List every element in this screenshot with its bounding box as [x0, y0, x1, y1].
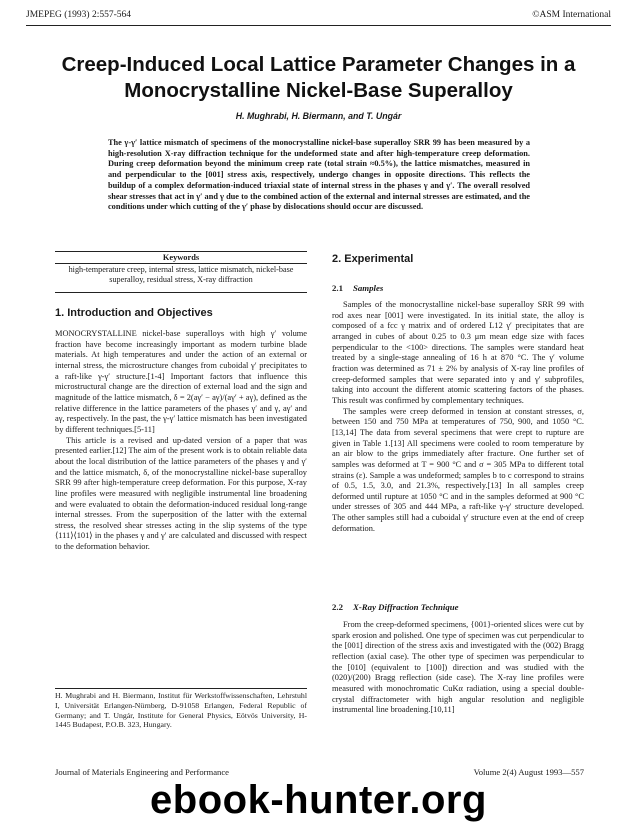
watermark-text: ebook-hunter.org: [150, 778, 487, 822]
paragraph: From the creep-deformed specimens, {001}-oriented slices were cut by spark erosion and polished. One type of specimen was cut perpendicular to the [001] direction of the stress axis and investigated with the (002) Bragg reflection (axial case). The other type of specimen was perpendicular to the [010] (equivalent to [100]) direction and was studied with the (020)/(200) Bragg reflection (side case). The X-ray line profiles were measured with monochromatic CuKα radiation, using a special double-crystal diffractometer with high angular resolution and negligible instrumental line broadening.[10,11]: [332, 620, 584, 715]
section-1-body: [55, 329, 307, 553]
abstract: The γ-γ′ lattice mismatch of specimens of the monocrystalline nickel-base superalloy SRR 99 has been measured by a high-resolution X-ray diffraction technique for the undeformed state and after high-temperature creep deformation. During creep deformation beyond the minimum creep rate (total strain ≈0.5%), the lattice mismatches, measured in and perpendicular to the [001] stress axis, respectively, undergo changes in opposite directions. This reflects the buildup of a complex deformation-induced triaxial state of internal stress in the phases γ and γ′. The overall resolved shear stresses that act in γ′ and γ due to the combined action of the external and internal stresses are estimated, and the conditions under which cutting of the γ′ phase by dislocations should occur are discussed.: [108, 138, 530, 212]
author-affiliation-footnote: H. Mughrabi and H. Biermann, Institut für Werkstoffwissenschaften, Lehrstuhl I, Universität Erlangen-Nürnberg, D-91058 Erlangen, Federal Republic of Germany; and T. Ungár, Institute for General Physics, Eötvös University, H-1445 Budapest, P.O.B. 323, Hungary.: [55, 691, 307, 730]
keywords-list: high-temperature creep, internal stress, lattice mismatch, nickel-base superalloy, residual stress, X-ray diffraction: [68, 265, 294, 285]
article-title: Creep-Induced Local Lattice Parameter Changes in a Monocrystalline Nickel-Base Superalloy: [61, 53, 576, 102]
publisher-copyright: ©ASM International: [532, 10, 611, 20]
paragraph: Samples of the monocrystalline nickel-base superalloy SRR 99 with rod axes near [001] were investigated. In its initial state, the alloy is composed of a fcc γ matrix and of ordered L12 γ′ precipitates that are arranged in cubes of about 0.25 to 0.3 μm mean edge size with faces perpendicular to the <100> directions. The samples were standard heat treated by a single-stage annealing of 16 h at 870 °C. The γ′ volume fraction was determined as 71 ± 2% by analysis of X-ray line profiles of creep-deformed samples that were separated into γ and γ′ subprofiles, taking into account the different atomic scattering factors of the phases. This result was confirmed by complementary techniques.: [332, 300, 584, 405]
subsection-title: X-Ray Diffraction Technique: [353, 602, 459, 612]
journal-name: Journal of Materials Engineering and Performance: [55, 767, 229, 777]
paragraph: This article is a revised and up-dated version of a paper that was presented earlier.[12] The aim of the present work is to obtain reliable data about the local distribution of the lattice parameters of the phases γ and γ′ and the lattice mismatch, δ, of the monocrystalline nickel-base superalloy SRR 99 after high-temperature creep deformation. For this purpose, X-ray line profiles were measured with negligible instrumental line broadening and were evaluated to obtain the deformation-induced residual long-range internal stresses. From the superposition of the latter with the external stress, the resolved shear stresses acting in the slip systems of the type ⟨111⟩⟨101⟩ in the phases γ and γ′ are calculated and discussed with respect to the deformation behavior.: [55, 435, 307, 552]
keywords-title: Keywords: [55, 252, 307, 264]
author-list: H. Mughrabi, H. Biermann, and T. Ungár: [235, 111, 402, 121]
paragraph: The samples were creep deformed in tension at constant stresses, σ, between 150 and 750 MPa at temperatures of 750, 900, and 1050 °C.[13,14] The data from several specimens that were crept to rupture are given in Table 1.[13] All specimens were cooled to room temperature by an air blow to the grips immediately after fracture. One further set of samples was deformed at T = 900 °C and σ = 305 MPa to different total strains (ε). Sample a was undeformed; samples b to c correspond to strains of 0.5, 1.5, 3.0, and 21.3%, respectively.[13] In all samples creep deformed until rupture at 1050 °C and in the samples deformed at 900 °C under stresses of 305 and 444 MPa, a raft-like γ-γ′ structure developed. The other samples still had a cuboidal γ′ structure even at the end of creep deformation.: [332, 406, 584, 533]
keywords-box: [55, 251, 307, 293]
subsection-number: 2.1: [332, 283, 343, 293]
subsection-2-2-heading: [332, 602, 459, 612]
footnote-rule: [55, 688, 307, 689]
section-2-heading: 2. Experimental: [332, 253, 414, 265]
volume-page: Volume 2(4) August 1993—557: [473, 767, 584, 777]
section-1-heading: 1. Introduction and Objectives: [55, 307, 213, 319]
subsection-2-2-body: [332, 620, 584, 716]
subsection-number: 2.2: [332, 602, 343, 612]
subsection-2-1-body: [332, 300, 584, 534]
subsection-title: Samples: [353, 283, 384, 293]
journal-reference: JMEPEG (1993) 2:557-564: [26, 10, 132, 20]
paragraph: MONOCRYSTALLINE nickel-base superalloys with high γ′ volume fraction have become increasingly important as modern turbine blade materials. At high temperatures and under the action of an external or internal stress, the microstructure changes from cuboidal γ′ precipitates to a raft-like γ-γ′ structure.[1-4] Important factors that influence this microstructural change are the direction of external load and the sign and magnitude of the lattice mismatch, δ = 2(aγ′ − aγ)/(aγ′ + aγ), defined as the relative difference in the lattice parameters of the phases γ′ and γ, aγ′ and aγ, respectively. In the past, the γ-γ′ lattice mismatch has been investigated by different techniques.[5-11]: [55, 329, 307, 434]
subsection-2-1-heading: [332, 283, 383, 293]
running-header: [26, 10, 611, 24]
header-rule: [26, 25, 611, 26]
